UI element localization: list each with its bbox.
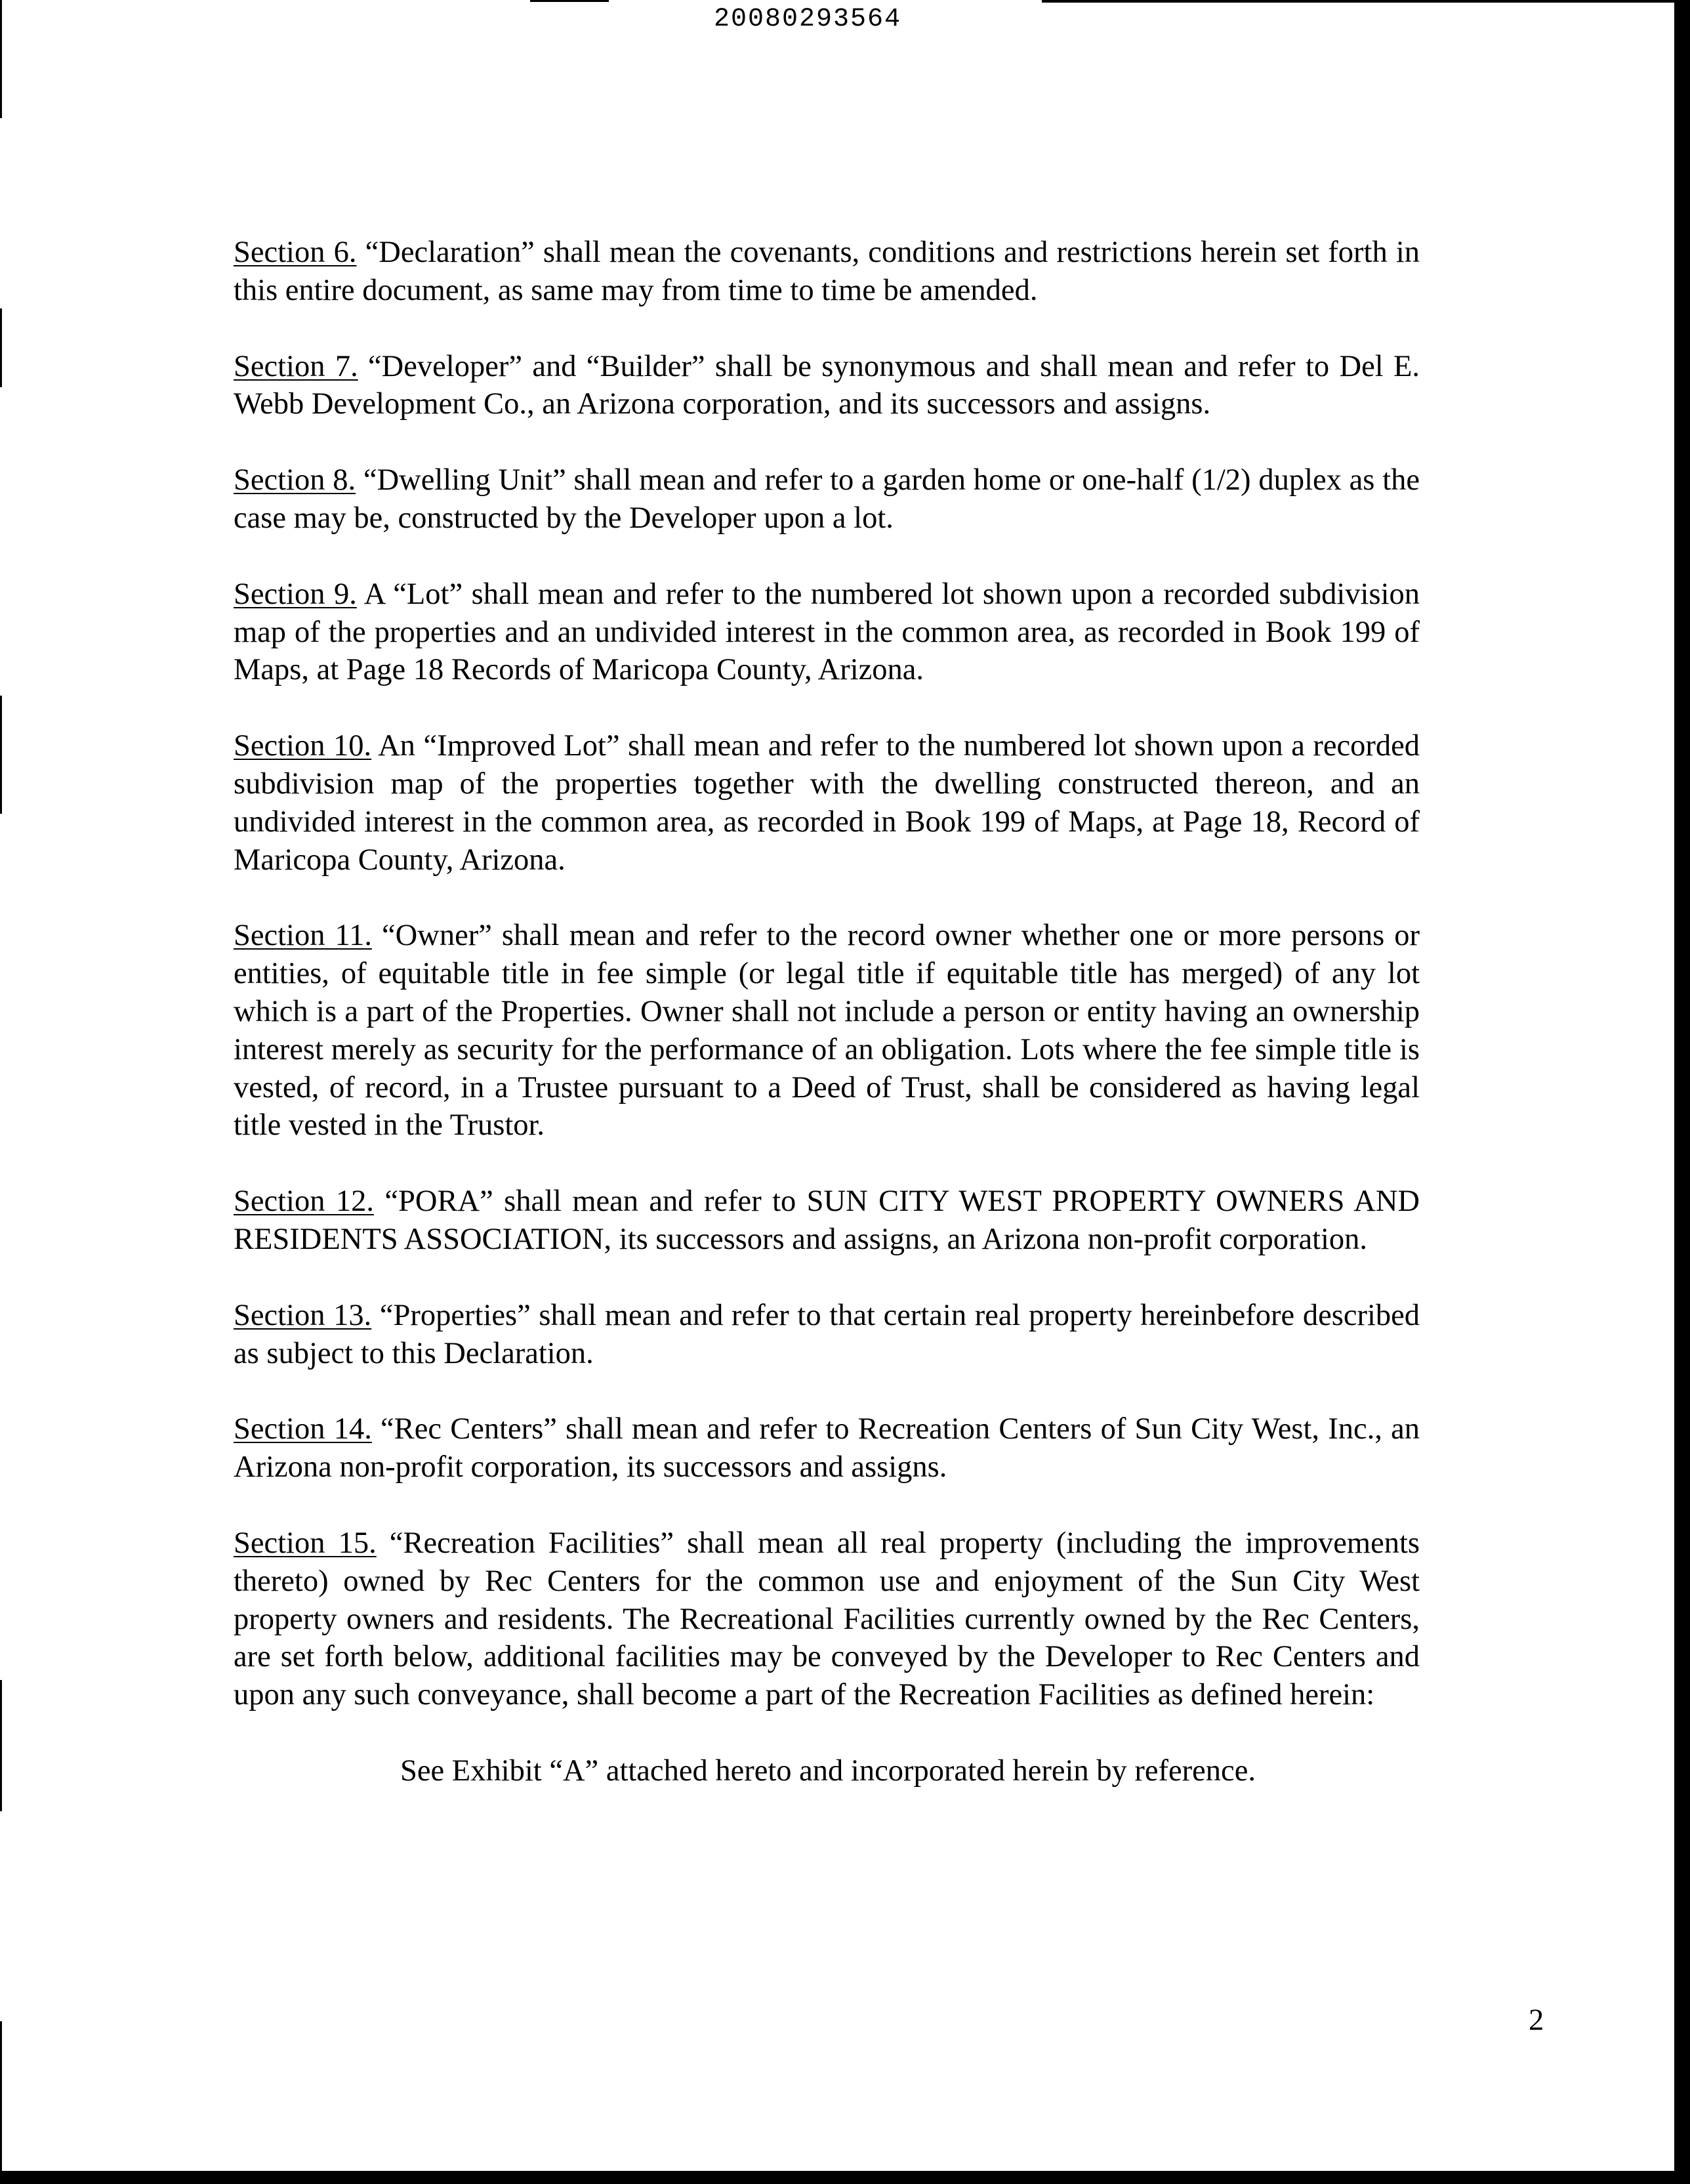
scan-top-line-left xyxy=(530,0,609,2)
exhibit-reference: See Exhibit “A” attached hereto and incorporated herein by reference. xyxy=(400,1754,1256,1788)
section-heading: Section 9. xyxy=(234,577,357,611)
scan-left-edge-mark xyxy=(0,0,2,118)
section-text: “Owner” shall mean and refer to the record owner whether one or more persons or entities, of equitable title in fee simple (or legal title if equitable title has merged) of any lot which is a part of the Properties. Owner shall not include a person or entity having an ownership interest merely as security for the performance of an obligation. Lots where the fee simple title is vested, of record, in a Trustee pursuant to a Deed of Trust, shall be considered as having legal title vested in the Trustor. xyxy=(234,919,1420,1143)
scan-left-edge-mark xyxy=(0,696,2,814)
section-text: A “Lot” shall mean and refer to the numbered lot shown upon a recorded subdivision map of the properties and an undivided interest in the common area, as recorded in Book 199 of Maps, at Page 18 Records of Maricopa County, Arizona. xyxy=(234,577,1420,687)
section-12 xyxy=(234,1183,1420,1259)
scan-left-edge-mark xyxy=(0,2021,2,2172)
section-heading: Section 10. xyxy=(234,729,372,763)
section-11 xyxy=(234,917,1420,1144)
section-7 xyxy=(234,348,1420,424)
section-heading: Section 15. xyxy=(234,1526,377,1560)
section-text: “Properties” shall mean and refer to that certain real property hereinbefore described as subject to this Declaration. xyxy=(234,1298,1420,1370)
section-9 xyxy=(234,576,1420,689)
section-10 xyxy=(234,727,1420,879)
section-13 xyxy=(234,1297,1420,1373)
section-heading: Section 13. xyxy=(234,1298,372,1332)
section-heading: Section 8. xyxy=(234,463,356,497)
section-8 xyxy=(234,461,1420,537)
section-heading: Section 11. xyxy=(234,919,372,953)
section-heading: Section 6. xyxy=(234,236,357,269)
section-text: “Recreation Facilities” shall mean all real property (including the improvements thereto) owned by Rec Centers for the common use and enjoyment of the Sun City West property owners and residents. The Recreational Facilities currently owned by the Rec Centers, are set forth below, additional facilities may be conveyed by the Developer to Rec Centers and upon any such conveyance, shall become a part of the Recreation Facilities as defined herein: xyxy=(234,1526,1420,1712)
section-text: “Developer” and “Builder” shall be synonymous and shall mean and refer to Del E. Webb Development Co., an Arizona corporation, and its successors and assigns. xyxy=(234,349,1420,421)
scan-border-right xyxy=(1674,0,1690,2184)
section-15 xyxy=(234,1524,1420,1714)
scan-top-line-right xyxy=(1042,0,1690,3)
scan-left-edge-mark xyxy=(0,308,2,387)
document-body xyxy=(234,234,1420,1790)
recording-number: 20080293564 xyxy=(714,5,902,34)
section-6 xyxy=(234,234,1420,310)
section-text: “PORA” shall mean and refer to SUN CITY WEST PROPERTY OWNERS AND RESIDENTS ASSOCIATION, its successors and assigns, an Arizona non-profit corporation. xyxy=(234,1185,1420,1256)
scan-left-edge-mark xyxy=(0,1680,2,1811)
section-heading: Section 7. xyxy=(234,349,358,383)
section-text: “Declaration” shall mean the covenants, conditions and restrictions herein set forth in this entire document, as same may from time to time be amended. xyxy=(234,236,1420,307)
section-14 xyxy=(234,1410,1420,1486)
section-text: An “Improved Lot” shall mean and refer to the numbered lot shown upon a recorded subdivision map of the properties together with the dwelling constructed thereon, and an undivided interest in the common area, as recorded in Book 199 of Maps, at Page 18, Record of Maricopa County, Arizona. xyxy=(234,729,1420,877)
section-heading: Section 12. xyxy=(234,1185,374,1219)
section-text: “Rec Centers” shall mean and refer to Recreation Centers of Sun City West, Inc., an Arizona non-profit corporation, its successors and assigns. xyxy=(234,1412,1420,1484)
page-number: 2 xyxy=(1529,2004,1544,2037)
section-heading: Section 14. xyxy=(234,1412,372,1446)
scan-border-bottom xyxy=(0,2171,1690,2184)
section-text: “Dwelling Unit” shall mean and refer to a garden home or one-half (1/2) duplex as the case may be, constructed by the Developer upon a lot. xyxy=(234,463,1420,535)
